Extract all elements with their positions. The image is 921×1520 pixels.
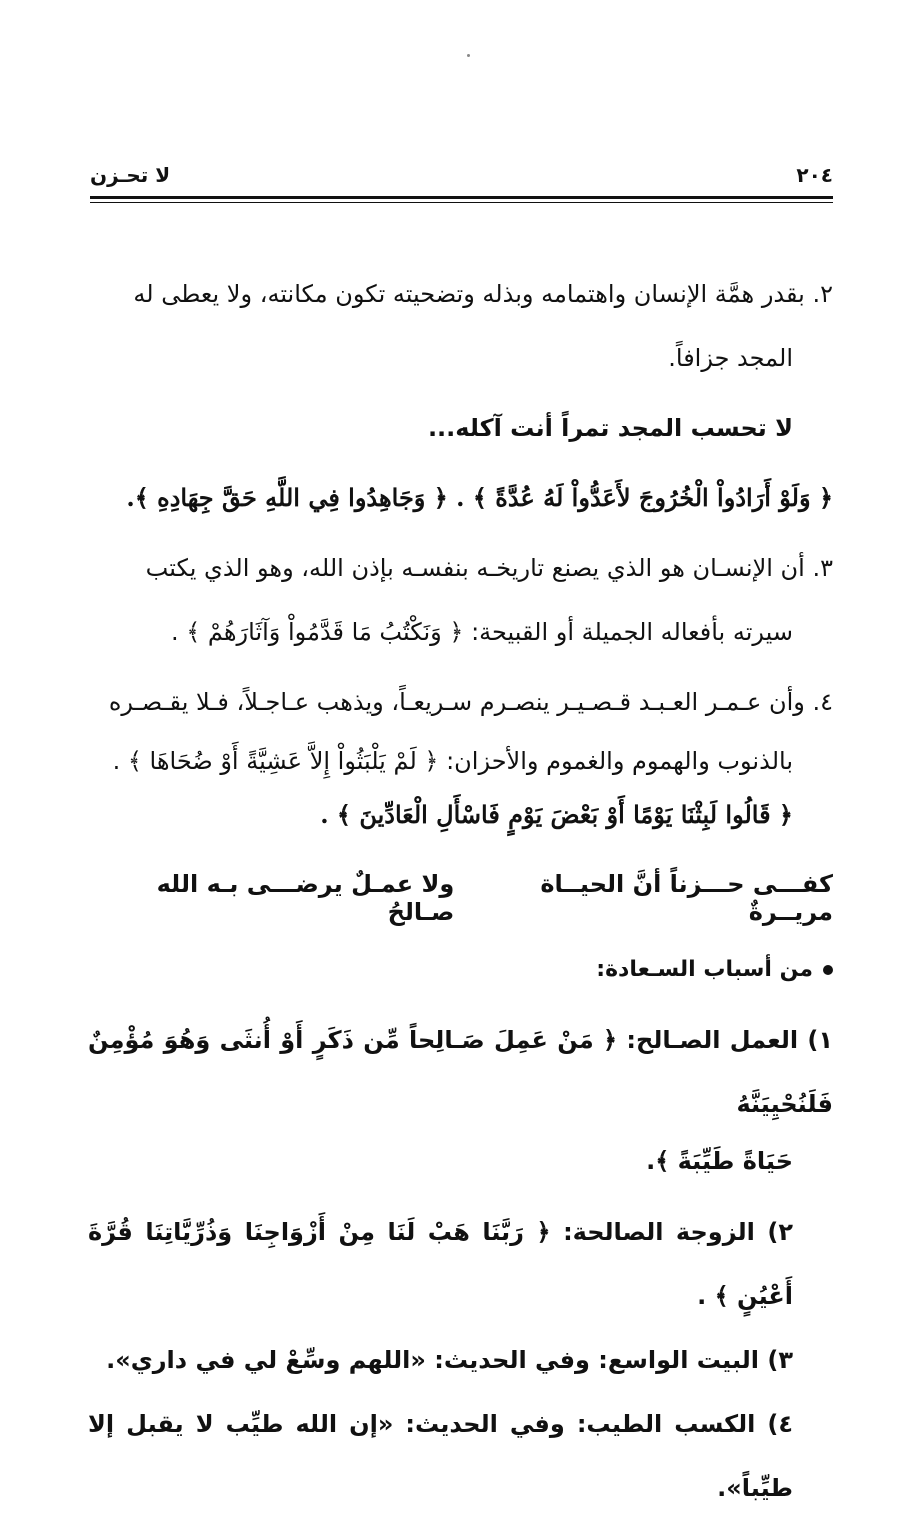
cause-4: ٤) الكسب الطيب: وفي الحديث: «إن الله طيِّب لا يقبل إلا طيِّباً».	[88, 1410, 793, 1502]
bullet-icon	[823, 965, 833, 975]
scan-speck	[467, 54, 470, 57]
cause-3: ٣) البيت الواسع: وفي الحديث: «اللهم وسِّعْ لي في داري».	[106, 1346, 793, 1374]
poem-hemistich-2: ولا عمـلٌ يرضـــى بـه الله صـالحُ	[156, 870, 455, 926]
cause-1-line-2: حَيَاةً طَيِّبَةً ﴾.	[646, 1147, 793, 1175]
point-2-line-1: ٢. بقدر همَّة الإنسان واهتمامه وبذله وتضحيته تكون مكانته، ولا يعطى له	[133, 280, 833, 308]
poem-couplet	[88, 870, 833, 926]
point-3-line-2: سيرته بأفعاله الجميلة أو القبيحة: ﴿ وَنَكْتُبُ مَا قَدَّمُواْ وَآثَارَهُمْ ﴾ .	[170, 618, 793, 646]
section-happiness	[88, 938, 833, 1520]
quran-verses-1: ﴿ وَلَوْ أَرَادُواْ الْخُرُوجَ لأَعَدُّواْ لَهُ عُدَّةً ﴾ . ﴿ وَجَاهِدُوا فِي اللَّهِ حَقَّ جِهَادِهِ ﴾.	[126, 483, 833, 512]
page-header	[90, 160, 833, 190]
cause-1-line-1: ١) العمل الصـالح: ﴿ مَنْ عَمِلَ صَـالِحاً مِّن ذَكَرٍ أَوْ أُنثَى وَهُوَ مُؤْمِنٌ فَلَنُحْيِيَنَّهُ	[88, 1026, 833, 1118]
poem-hemistich-1: كفـــى حـــزناً أنَّ الحيــاة مريــرةٌ	[540, 870, 833, 926]
point-4-line-1: ٤. وأن عـمـر العـبـد قـصـيـر ينصـرم سـريعـاً، ويذهب عـاجـلاً، فـلا يقـصـره	[108, 688, 833, 716]
point-4-line-2: بالذنوب والهموم والغموم والأحزان: ﴿ لَمْ يَلْبَثُواْ إِلاَّ عَشِيَّةً أَوْ ضُحَاهَا ﴾ .	[112, 747, 793, 775]
book-title: لا تحـزن	[90, 163, 171, 187]
point-2-line-2: المجد جزافاً.	[668, 344, 793, 372]
point-4-line-3: ﴿ قَالُوا لَبِثْنَا يَوْمًا أَوْ بَعْضَ يَوْمٍ فَاسْأَلِ الْعَادِّينَ ﴾ .	[320, 800, 793, 829]
page-number: ٢٠٤	[796, 163, 833, 187]
point-3-line-1: ٣. أن الإنسـان هو الذي يصنع تاريخـه بنفسـه بإذن الله، وهو الذي يكتب	[145, 554, 833, 582]
cause-2: ٢) الزوجة الصالحة: ﴿ رَبَّنَا هَبْ لَنَا مِنْ أَزْوَاجِنَا وَذُرِّيَّاتِنَا قُرَّةَ أَعْيُنٍ ﴾ .	[88, 1218, 793, 1310]
section-points	[88, 262, 833, 842]
poetry-line: لا تحسب المجد تمراً أنت آكله...	[427, 414, 793, 442]
happiness-heading: من أسباب السـعادة:	[88, 938, 833, 1002]
header-rule	[90, 196, 833, 199]
header-rule-thin	[90, 202, 833, 203]
